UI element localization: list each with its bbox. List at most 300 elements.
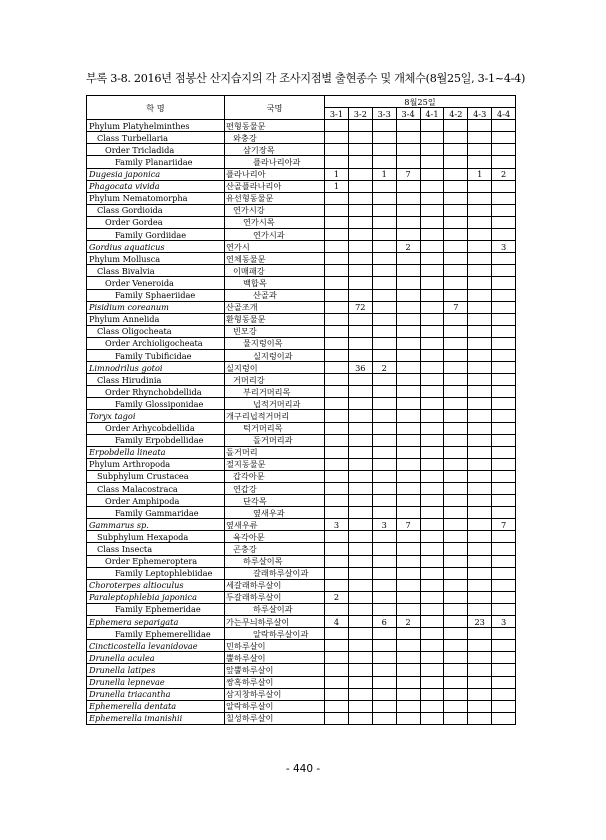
count-cell [325, 156, 349, 168]
count-cell [396, 216, 420, 228]
count-cell [348, 156, 372, 168]
count-cell: 7 [396, 168, 420, 180]
site-header: 4-2 [444, 108, 468, 120]
table-row [87, 301, 516, 313]
korean-name-cell: 절지동물문 [225, 458, 325, 470]
count-cell [325, 531, 349, 543]
count-cell [492, 470, 516, 482]
count-cell [396, 180, 420, 192]
korean-name-cell: 실지렁이 [225, 362, 325, 374]
count-cell [468, 495, 492, 507]
count-cell [444, 253, 468, 265]
korean-name-cell: 돌거머리 [225, 446, 325, 458]
scientific-name-cell: Order Veneroida [87, 277, 225, 289]
count-cell [492, 398, 516, 410]
table-row [87, 470, 516, 482]
count-cell [444, 712, 468, 724]
korean-name-cell: 넙적거머리과 [225, 398, 325, 410]
count-cell [468, 483, 492, 495]
count-cell [325, 676, 349, 688]
count-cell [492, 192, 516, 204]
table-row [87, 192, 516, 204]
count-cell [348, 337, 372, 349]
korean-name-cell: 하루살이목 [225, 555, 325, 567]
count-cell [348, 192, 372, 204]
count-cell [420, 652, 444, 664]
species-table [86, 95, 516, 725]
count-cell [396, 712, 420, 724]
table-row [87, 204, 516, 216]
count-cell [468, 229, 492, 241]
count-cell [372, 495, 396, 507]
count-cell: 2 [396, 241, 420, 253]
korean-name-cell: 실지렁이과 [225, 349, 325, 361]
korean-name-cell: 연가시목 [225, 216, 325, 228]
table-row [87, 156, 516, 168]
count-cell [325, 192, 349, 204]
scientific-name-cell: Phylum Arthropoda [87, 458, 225, 470]
korean-name-cell: 쌍혹하루살이 [225, 676, 325, 688]
korean-name-cell: 뿔하루살이 [225, 652, 325, 664]
table-row [87, 712, 516, 724]
scientific-name-cell: Family Erpobdellidae [87, 434, 225, 446]
count-cell [468, 325, 492, 337]
table-row [87, 132, 516, 144]
count-cell [396, 700, 420, 712]
count-cell [348, 446, 372, 458]
table-row [87, 483, 516, 495]
table-row [87, 434, 516, 446]
count-cell [372, 386, 396, 398]
table-row [87, 337, 516, 349]
count-cell [444, 676, 468, 688]
count-cell [325, 640, 349, 652]
scientific-name-cell: Phylum Platyhelminthes [87, 120, 225, 132]
scientific-name-cell: Family Ephemerellidae [87, 628, 225, 640]
count-cell [396, 664, 420, 676]
count-cell [348, 374, 372, 386]
count-cell: 6 [372, 616, 396, 628]
count-cell [372, 700, 396, 712]
korean-name-cell: 턱거머리목 [225, 422, 325, 434]
count-cell [372, 567, 396, 579]
scientific-name-cell: Paraleptophlebia japonica [87, 591, 225, 603]
count-cell [468, 652, 492, 664]
scientific-name-cell: Dugesia japonica [87, 168, 225, 180]
scientific-name-cell: Erpobdella lineata [87, 446, 225, 458]
count-cell [468, 253, 492, 265]
count-cell [348, 700, 372, 712]
count-cell [325, 495, 349, 507]
count-cell [348, 180, 372, 192]
count-cell [420, 265, 444, 277]
count-cell [372, 398, 396, 410]
count-cell [372, 325, 396, 337]
count-cell [325, 253, 349, 265]
count-cell [468, 374, 492, 386]
count-cell [348, 204, 372, 216]
count-cell [348, 458, 372, 470]
count-cell [348, 616, 372, 628]
count-cell [420, 483, 444, 495]
korean-name-cell: 빈모강 [225, 325, 325, 337]
count-cell [492, 446, 516, 458]
table-row [87, 495, 516, 507]
count-cell [420, 495, 444, 507]
count-cell [420, 446, 444, 458]
count-cell [372, 555, 396, 567]
korean-name-cell: 유선형동물문 [225, 192, 325, 204]
count-cell [444, 434, 468, 446]
count-cell [444, 120, 468, 132]
count-cell [420, 603, 444, 615]
count-cell [348, 628, 372, 640]
count-cell [468, 591, 492, 603]
scientific-name-cell: Family Leptophlebiidae [87, 567, 225, 579]
count-cell [396, 277, 420, 289]
count-cell [492, 120, 516, 132]
count-cell: 2 [492, 168, 516, 180]
count-cell [492, 458, 516, 470]
count-cell [348, 386, 372, 398]
count-cell [372, 591, 396, 603]
table-row [87, 168, 516, 180]
count-cell [444, 616, 468, 628]
count-cell [492, 688, 516, 700]
scientific-name-cell: Ephemerella imanishii [87, 712, 225, 724]
count-cell [444, 640, 468, 652]
scientific-name-cell: Class Insecta [87, 543, 225, 555]
table-row [87, 325, 516, 337]
scientific-name-cell: Drunella lepnevae [87, 676, 225, 688]
count-cell [396, 337, 420, 349]
count-cell [492, 349, 516, 361]
count-cell [396, 253, 420, 265]
count-cell [396, 362, 420, 374]
count-cell [348, 265, 372, 277]
korean-name-cell: 갑각아문 [225, 470, 325, 482]
count-cell [325, 216, 349, 228]
count-cell [468, 120, 492, 132]
count-cell [372, 289, 396, 301]
count-cell [348, 313, 372, 325]
count-cell [468, 579, 492, 591]
count-cell [396, 156, 420, 168]
count-cell [396, 543, 420, 555]
korean-name-cell: 환형동물문 [225, 313, 325, 325]
scientific-name-cell: Subphylum Crustacea [87, 470, 225, 482]
count-cell [420, 374, 444, 386]
count-cell [420, 616, 444, 628]
count-cell [348, 664, 372, 676]
scientific-name-cell: Cincticostella levanidovae [87, 640, 225, 652]
count-cell [372, 640, 396, 652]
count-cell [444, 337, 468, 349]
count-cell [492, 495, 516, 507]
korean-name-cell: 육각아문 [225, 531, 325, 543]
count-cell [372, 603, 396, 615]
table-row [87, 349, 516, 361]
count-cell [372, 216, 396, 228]
count-cell [420, 712, 444, 724]
count-cell [325, 398, 349, 410]
scientific-name-cell: Family Tubificidae [87, 349, 225, 361]
count-cell [372, 422, 396, 434]
scientific-name-cell: Class Gordioida [87, 204, 225, 216]
count-cell [372, 156, 396, 168]
site-header: 4-4 [492, 108, 516, 120]
count-cell [444, 325, 468, 337]
count-cell [396, 603, 420, 615]
count-cell [396, 289, 420, 301]
count-cell [325, 555, 349, 567]
count-cell [444, 470, 468, 482]
count-cell [420, 628, 444, 640]
table-row [87, 676, 516, 688]
count-cell [348, 144, 372, 156]
count-cell [492, 591, 516, 603]
count-cell [444, 132, 468, 144]
count-cell: 7 [492, 519, 516, 531]
korean-name-cell: 편형동물문 [225, 120, 325, 132]
count-cell [325, 120, 349, 132]
count-cell [372, 349, 396, 361]
count-cell [468, 519, 492, 531]
table-row [87, 603, 516, 615]
count-cell [372, 229, 396, 241]
count-cell [325, 374, 349, 386]
count-cell [420, 640, 444, 652]
count-cell [396, 422, 420, 434]
count-cell [492, 543, 516, 555]
count-cell [420, 204, 444, 216]
table-row [87, 591, 516, 603]
scientific-name-cell: Gammarus sp. [87, 519, 225, 531]
count-cell [325, 325, 349, 337]
count-cell [444, 652, 468, 664]
table-row [87, 519, 516, 531]
count-cell [468, 640, 492, 652]
count-cell [396, 120, 420, 132]
count-cell [492, 216, 516, 228]
count-cell [444, 688, 468, 700]
count-cell [372, 688, 396, 700]
count-cell [420, 277, 444, 289]
scientific-name-cell: Order Rhynchobdellida [87, 386, 225, 398]
count-cell [420, 579, 444, 591]
count-cell: 72 [348, 301, 372, 313]
count-cell [444, 180, 468, 192]
count-cell [396, 204, 420, 216]
count-cell [468, 349, 492, 361]
count-cell [444, 398, 468, 410]
count-cell [492, 664, 516, 676]
count-cell [372, 458, 396, 470]
count-cell [420, 434, 444, 446]
count-cell [372, 652, 396, 664]
korean-name-cell: 플라나리아 [225, 168, 325, 180]
count-cell [372, 144, 396, 156]
count-cell [348, 640, 372, 652]
count-cell [396, 229, 420, 241]
count-cell [420, 289, 444, 301]
count-cell [468, 180, 492, 192]
count-cell [348, 555, 372, 567]
count-cell [468, 676, 492, 688]
scientific-name-cell: Phagocata vivida [87, 180, 225, 192]
korean-name-cell: 옆새우류 [225, 519, 325, 531]
scientific-name-cell: Family Gordiidae [87, 229, 225, 241]
count-cell [372, 579, 396, 591]
count-cell [325, 688, 349, 700]
count-cell [492, 313, 516, 325]
count-cell [372, 253, 396, 265]
count-cell [468, 603, 492, 615]
table-row [87, 398, 516, 410]
count-cell [325, 362, 349, 374]
korean-name-cell: 단각목 [225, 495, 325, 507]
korean-name-cell: 칠성하루살이 [225, 712, 325, 724]
count-cell [420, 507, 444, 519]
count-cell [468, 446, 492, 458]
count-cell [444, 144, 468, 156]
scientific-name-cell: Class Hirudinia [87, 374, 225, 386]
count-cell [420, 156, 444, 168]
count-cell [325, 507, 349, 519]
count-cell [372, 313, 396, 325]
table-row [87, 120, 516, 132]
scientific-name-cell: Toryx tagoi [87, 410, 225, 422]
count-cell [468, 301, 492, 313]
count-cell [396, 688, 420, 700]
scientific-name-cell: Choroterpes altioculus [87, 579, 225, 591]
count-cell [468, 531, 492, 543]
count-cell [468, 277, 492, 289]
count-cell [325, 289, 349, 301]
count-cell [420, 688, 444, 700]
count-cell [348, 422, 372, 434]
count-cell [444, 349, 468, 361]
scientific-name-cell: Drunella aculea [87, 652, 225, 664]
count-cell [325, 712, 349, 724]
count-cell [420, 313, 444, 325]
count-cell [420, 410, 444, 422]
count-cell [348, 591, 372, 603]
scientific-name-cell: Family Gammaridae [87, 507, 225, 519]
table-row [87, 253, 516, 265]
count-cell: 3 [372, 519, 396, 531]
scientific-name-cell: Order Tricladida [87, 144, 225, 156]
count-cell [420, 567, 444, 579]
count-cell [372, 265, 396, 277]
count-cell [492, 337, 516, 349]
count-cell [492, 180, 516, 192]
table-row [87, 180, 516, 192]
count-cell [444, 507, 468, 519]
table-row [87, 507, 516, 519]
count-cell [325, 603, 349, 615]
count-cell [348, 676, 372, 688]
table-row [87, 241, 516, 253]
count-cell [348, 398, 372, 410]
count-cell [396, 386, 420, 398]
count-cell [396, 374, 420, 386]
count-cell [325, 337, 349, 349]
count-cell [492, 325, 516, 337]
count-cell [444, 229, 468, 241]
count-cell [444, 483, 468, 495]
count-cell [348, 567, 372, 579]
count-cell [348, 168, 372, 180]
count-cell [420, 362, 444, 374]
count-cell [325, 700, 349, 712]
korean-name-cell: 산골조개 [225, 301, 325, 313]
site-header: 3-3 [372, 108, 396, 120]
count-cell [492, 579, 516, 591]
scientific-name-cell: Order Ephemeroptera [87, 555, 225, 567]
count-cell [348, 519, 372, 531]
count-cell [444, 156, 468, 168]
count-cell [325, 470, 349, 482]
scientific-name-cell: Class Bivalvia [87, 265, 225, 277]
count-cell [348, 543, 372, 555]
count-cell [348, 132, 372, 144]
table-row [87, 374, 516, 386]
count-cell [325, 543, 349, 555]
count-cell [444, 519, 468, 531]
korean-name-cell: 알락하루살이 [225, 700, 325, 712]
count-cell [348, 507, 372, 519]
korean-name-cell: 연갑강 [225, 483, 325, 495]
count-cell [420, 458, 444, 470]
count-cell [348, 253, 372, 265]
count-cell [396, 495, 420, 507]
count-cell [372, 301, 396, 313]
count-cell [468, 434, 492, 446]
count-cell [325, 132, 349, 144]
scientific-name-cell: Gordius aquaticus [87, 241, 225, 253]
count-cell [325, 579, 349, 591]
korean-name-cell: 앞뿔하루살이 [225, 664, 325, 676]
korean-name-cell: 하루살이과 [225, 603, 325, 615]
count-cell [325, 483, 349, 495]
count-cell [348, 349, 372, 361]
count-cell [372, 712, 396, 724]
count-cell [420, 144, 444, 156]
table-row [87, 289, 516, 301]
count-cell [492, 676, 516, 688]
count-cell [444, 204, 468, 216]
count-cell [492, 277, 516, 289]
count-cell [420, 349, 444, 361]
count-cell [325, 434, 349, 446]
count-cell [468, 470, 492, 482]
count-cell [420, 192, 444, 204]
count-cell [420, 253, 444, 265]
count-cell: 2 [325, 591, 349, 603]
count-cell: 3 [325, 519, 349, 531]
table-row [87, 446, 516, 458]
count-cell [468, 362, 492, 374]
count-cell [444, 313, 468, 325]
count-cell [325, 313, 349, 325]
table-body [87, 120, 516, 725]
count-cell [372, 410, 396, 422]
count-cell [325, 265, 349, 277]
count-cell [492, 483, 516, 495]
count-cell [396, 132, 420, 144]
count-cell: 2 [372, 362, 396, 374]
